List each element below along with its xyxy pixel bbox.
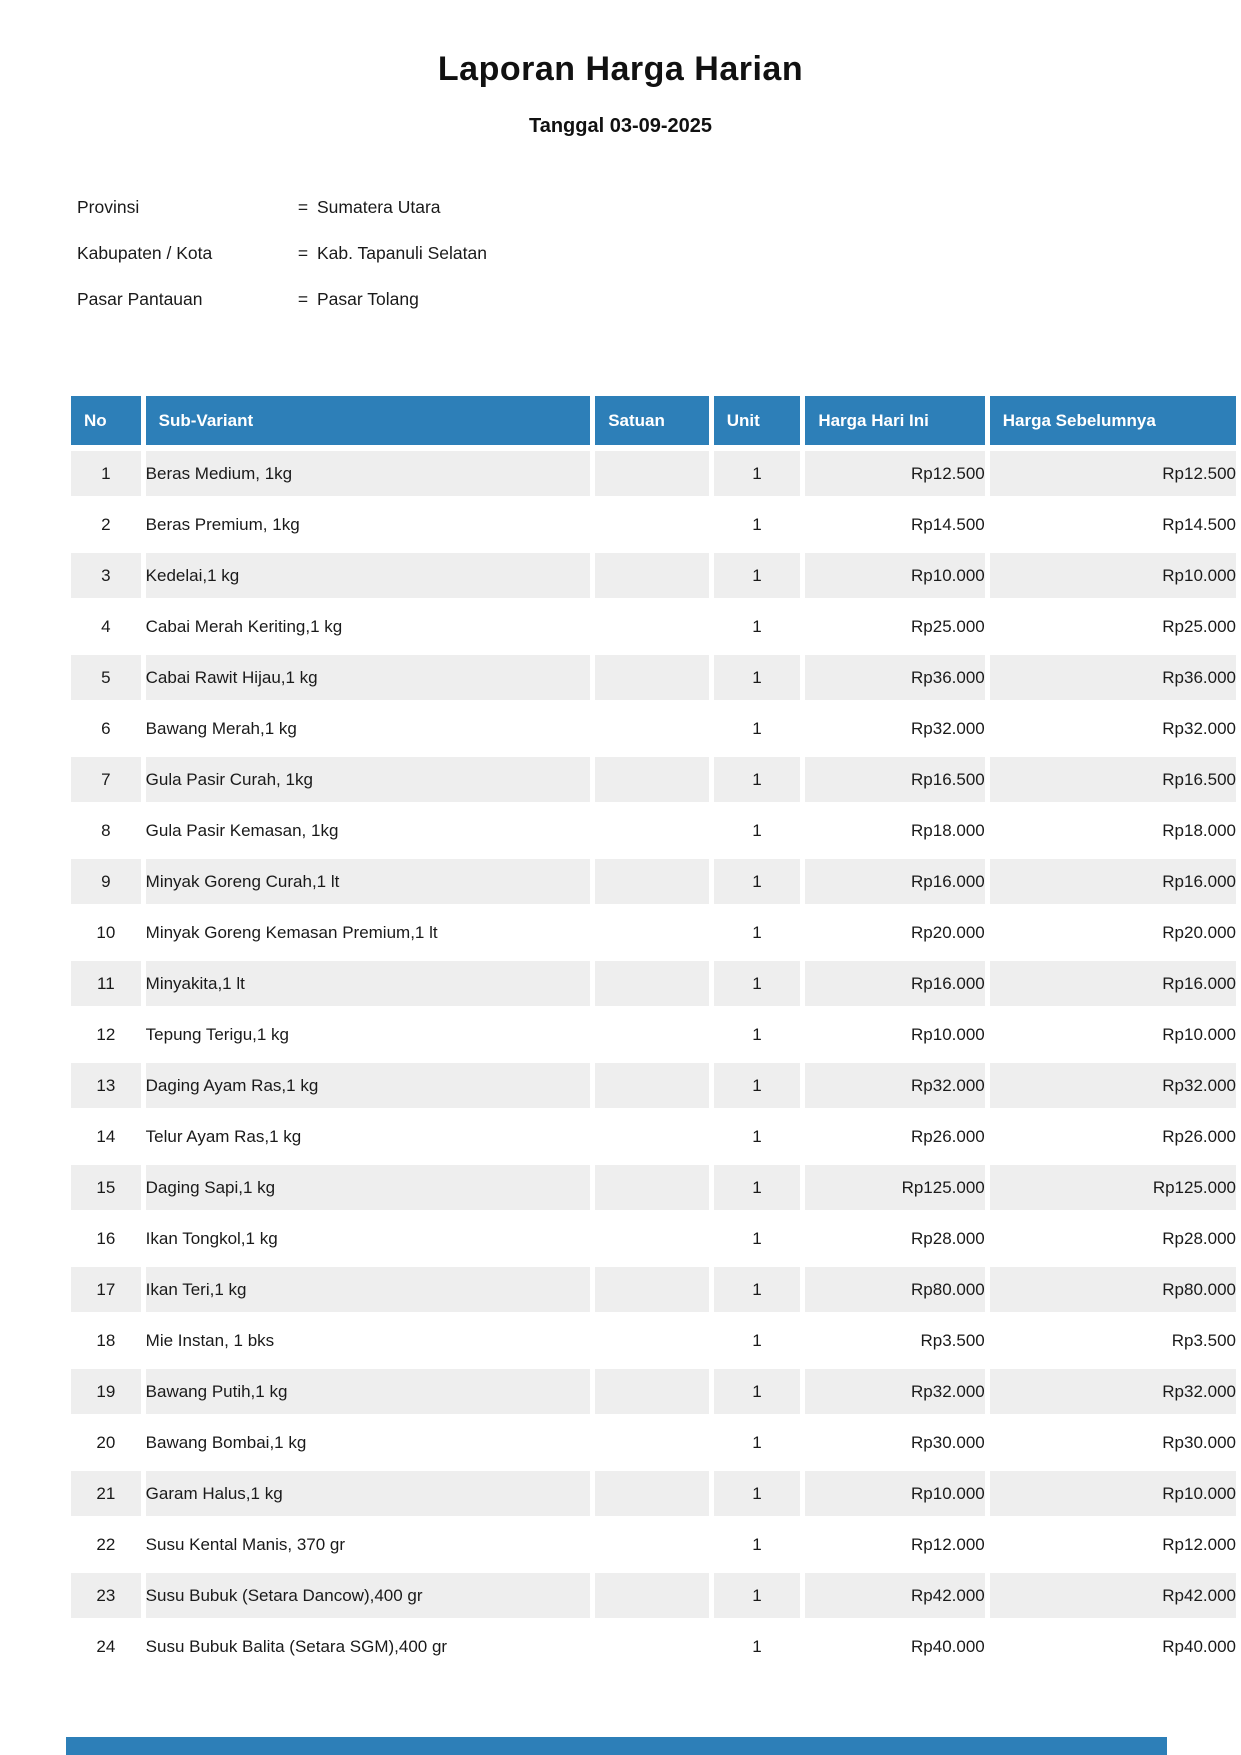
- cell-sub-variant: Bawang Bombai,1 kg: [146, 1420, 591, 1465]
- cell-harga-hari-ini: Rp18.000: [805, 808, 984, 853]
- cell-unit: 1: [714, 1420, 801, 1465]
- cell-harga-hari-ini: Rp32.000: [805, 1063, 984, 1108]
- info-row-provinsi: [77, 196, 487, 242]
- cell-satuan: [595, 1522, 709, 1567]
- cell-no: 6: [71, 706, 141, 751]
- cell-harga-sebelumnya: Rp36.000: [990, 655, 1236, 700]
- cell-sub-variant: Susu Bubuk Balita (Setara SGM),400 gr: [146, 1624, 591, 1669]
- cell-unit: 1: [714, 553, 801, 598]
- cell-satuan: [595, 502, 709, 547]
- cell-no: 17: [71, 1267, 141, 1312]
- cell-sub-variant: Minyakita,1 lt: [146, 961, 591, 1006]
- cell-harga-hari-ini: Rp25.000: [805, 604, 984, 649]
- cell-harga-sebelumnya: Rp26.000: [990, 1114, 1236, 1159]
- cell-satuan: [595, 1573, 709, 1618]
- cell-harga-hari-ini: Rp26.000: [805, 1114, 984, 1159]
- cell-harga-hari-ini: Rp125.000: [805, 1165, 984, 1210]
- cell-harga-sebelumnya: Rp30.000: [990, 1420, 1236, 1465]
- info-row-pasar-pantauan: [77, 288, 487, 334]
- table-row: [71, 1522, 1236, 1567]
- cell-harga-sebelumnya: Rp32.000: [990, 706, 1236, 751]
- cell-harga-sebelumnya: Rp80.000: [990, 1267, 1236, 1312]
- cell-harga-hari-ini: Rp42.000: [805, 1573, 984, 1618]
- cell-sub-variant: Daging Ayam Ras,1 kg: [146, 1063, 591, 1108]
- cell-sub-variant: Minyak Goreng Curah,1 lt: [146, 859, 591, 904]
- cell-unit: 1: [714, 910, 801, 955]
- table-row: [71, 655, 1236, 700]
- cell-no: 7: [71, 757, 141, 802]
- cell-satuan: [595, 1420, 709, 1465]
- cell-harga-sebelumnya: Rp16.000: [990, 859, 1236, 904]
- table-row: [71, 1420, 1236, 1465]
- table-row: [71, 1369, 1236, 1414]
- cell-harga-sebelumnya: Rp12.000: [990, 1522, 1236, 1567]
- table-row: [71, 757, 1236, 802]
- info-label-pasar-pantauan: Pasar Pantauan: [77, 289, 203, 309]
- cell-harga-hari-ini: Rp40.000: [805, 1624, 984, 1669]
- table-row: [71, 1267, 1236, 1312]
- cell-satuan: [595, 655, 709, 700]
- cell-no: 5: [71, 655, 141, 700]
- cell-harga-hari-ini: Rp16.000: [805, 859, 984, 904]
- cell-no: 1: [71, 451, 141, 496]
- equals-sign: =: [297, 243, 309, 263]
- cell-satuan: [595, 706, 709, 751]
- cell-satuan: [595, 1063, 709, 1108]
- cell-no: 10: [71, 910, 141, 955]
- cell-no: 2: [71, 502, 141, 547]
- column-header-sub-variant: Sub-Variant: [146, 396, 591, 445]
- table-row: [71, 1624, 1236, 1669]
- table-row: [71, 604, 1236, 649]
- cell-unit: 1: [714, 1216, 801, 1261]
- table-row: [71, 502, 1236, 547]
- column-header-satuan: Satuan: [595, 396, 709, 445]
- cell-satuan: [595, 859, 709, 904]
- report-info-block: [77, 196, 487, 334]
- cell-no: 12: [71, 1012, 141, 1057]
- cell-harga-hari-ini: Rp36.000: [805, 655, 984, 700]
- info-value-kabupaten-kota: Kab. Tapanuli Selatan: [317, 243, 487, 263]
- cell-harga-hari-ini: Rp10.000: [805, 1471, 984, 1516]
- cell-harga-sebelumnya: Rp40.000: [990, 1624, 1236, 1669]
- column-header-harga-sebelumnya: Harga Sebelumnya: [990, 396, 1236, 445]
- cell-unit: 1: [714, 655, 801, 700]
- cell-sub-variant: Beras Medium, 1kg: [146, 451, 591, 496]
- cell-no: 13: [71, 1063, 141, 1108]
- cell-unit: 1: [714, 1522, 801, 1567]
- cell-harga-sebelumnya: Rp42.000: [990, 1573, 1236, 1618]
- cell-harga-hari-ini: Rp28.000: [805, 1216, 984, 1261]
- cell-unit: 1: [714, 451, 801, 496]
- cell-unit: 1: [714, 604, 801, 649]
- cell-unit: 1: [714, 1624, 801, 1669]
- cell-satuan: [595, 1012, 709, 1057]
- cell-unit: 1: [714, 808, 801, 853]
- cell-unit: 1: [714, 757, 801, 802]
- info-row-kabupaten-kota: [77, 242, 487, 288]
- cell-no: 14: [71, 1114, 141, 1159]
- cell-harga-hari-ini: Rp12.000: [805, 1522, 984, 1567]
- cell-satuan: [595, 757, 709, 802]
- table-row: [71, 1012, 1236, 1057]
- cell-sub-variant: Garam Halus,1 kg: [146, 1471, 591, 1516]
- cell-harga-hari-ini: Rp80.000: [805, 1267, 984, 1312]
- cell-harga-sebelumnya: Rp16.000: [990, 961, 1236, 1006]
- cell-harga-sebelumnya: Rp20.000: [990, 910, 1236, 955]
- cell-harga-hari-ini: Rp12.500: [805, 451, 984, 496]
- info-value-provinsi: Sumatera Utara: [317, 197, 441, 217]
- cell-satuan: [595, 1471, 709, 1516]
- table-row: [71, 1216, 1236, 1261]
- cell-sub-variant: Telur Ayam Ras,1 kg: [146, 1114, 591, 1159]
- cell-harga-sebelumnya: Rp3.500: [990, 1318, 1236, 1363]
- cell-harga-hari-ini: Rp30.000: [805, 1420, 984, 1465]
- cell-harga-hari-ini: Rp32.000: [805, 1369, 984, 1414]
- cell-harga-sebelumnya: Rp14.500: [990, 502, 1236, 547]
- table-row: [71, 553, 1236, 598]
- table-row: [71, 706, 1236, 751]
- table-row: [71, 1318, 1236, 1363]
- cell-unit: 1: [714, 1114, 801, 1159]
- cell-no: 24: [71, 1624, 141, 1669]
- cell-satuan: [595, 604, 709, 649]
- cell-no: 21: [71, 1471, 141, 1516]
- cell-harga-hari-ini: Rp3.500: [805, 1318, 984, 1363]
- cell-unit: 1: [714, 1063, 801, 1108]
- cell-sub-variant: Gula Pasir Curah, 1kg: [146, 757, 591, 802]
- cell-unit: 1: [714, 859, 801, 904]
- cell-harga-sebelumnya: Rp10.000: [990, 1471, 1236, 1516]
- cell-no: 9: [71, 859, 141, 904]
- cell-satuan: [595, 1369, 709, 1414]
- cell-unit: 1: [714, 961, 801, 1006]
- cell-harga-hari-ini: Rp14.500: [805, 502, 984, 547]
- table-row: [71, 808, 1236, 853]
- cell-satuan: [595, 910, 709, 955]
- cell-unit: 1: [714, 1471, 801, 1516]
- table-row: [71, 859, 1236, 904]
- column-header-unit: Unit: [714, 396, 801, 445]
- cell-satuan: [595, 808, 709, 853]
- cell-sub-variant: Cabai Merah Keriting,1 kg: [146, 604, 591, 649]
- cell-harga-sebelumnya: Rp10.000: [990, 1012, 1236, 1057]
- info-label-provinsi: Provinsi: [77, 197, 140, 217]
- cell-satuan: [595, 1114, 709, 1159]
- cell-harga-sebelumnya: Rp32.000: [990, 1063, 1236, 1108]
- cell-no: 20: [71, 1420, 141, 1465]
- cell-satuan: [595, 1624, 709, 1669]
- cell-sub-variant: Tepung Terigu,1 kg: [146, 1012, 591, 1057]
- cell-satuan: [595, 1318, 709, 1363]
- next-page-header-bar-clipped: [66, 1737, 1167, 1755]
- cell-harga-sebelumnya: Rp12.500: [990, 451, 1236, 496]
- cell-harga-sebelumnya: Rp125.000: [990, 1165, 1236, 1210]
- cell-no: 19: [71, 1369, 141, 1414]
- cell-unit: 1: [714, 1165, 801, 1210]
- info-value-pasar-pantauan: Pasar Tolang: [317, 289, 419, 309]
- cell-unit: 1: [714, 1012, 801, 1057]
- cell-no: 15: [71, 1165, 141, 1210]
- cell-no: 11: [71, 961, 141, 1006]
- price-table-header-row: [71, 396, 1236, 445]
- cell-sub-variant: Ikan Teri,1 kg: [146, 1267, 591, 1312]
- cell-unit: 1: [714, 1573, 801, 1618]
- cell-sub-variant: Bawang Merah,1 kg: [146, 706, 591, 751]
- cell-sub-variant: Susu Kental Manis, 370 gr: [146, 1522, 591, 1567]
- table-row: [71, 451, 1236, 496]
- table-row: [71, 961, 1236, 1006]
- cell-no: 18: [71, 1318, 141, 1363]
- cell-no: 3: [71, 553, 141, 598]
- cell-sub-variant: Beras Premium, 1kg: [146, 502, 591, 547]
- cell-sub-variant: Daging Sapi,1 kg: [146, 1165, 591, 1210]
- cell-sub-variant: Bawang Putih,1 kg: [146, 1369, 591, 1414]
- cell-satuan: [595, 451, 709, 496]
- table-row: [71, 1114, 1236, 1159]
- cell-sub-variant: Gula Pasir Kemasan, 1kg: [146, 808, 591, 853]
- table-row: [71, 910, 1236, 955]
- cell-harga-sebelumnya: Rp18.000: [990, 808, 1236, 853]
- cell-harga-hari-ini: Rp16.500: [805, 757, 984, 802]
- cell-harga-hari-ini: Rp16.000: [805, 961, 984, 1006]
- cell-satuan: [595, 1165, 709, 1210]
- cell-satuan: [595, 553, 709, 598]
- cell-no: 22: [71, 1522, 141, 1567]
- cell-harga-sebelumnya: Rp28.000: [990, 1216, 1236, 1261]
- cell-harga-hari-ini: Rp10.000: [805, 553, 984, 598]
- cell-sub-variant: Mie Instan, 1 bks: [146, 1318, 591, 1363]
- cell-satuan: [595, 1216, 709, 1261]
- equals-sign: =: [297, 197, 309, 217]
- cell-satuan: [595, 961, 709, 1006]
- cell-unit: 1: [714, 706, 801, 751]
- table-row: [71, 1573, 1236, 1618]
- cell-harga-sebelumnya: Rp32.000: [990, 1369, 1236, 1414]
- cell-unit: 1: [714, 502, 801, 547]
- cell-sub-variant: Cabai Rawit Hijau,1 kg: [146, 655, 591, 700]
- cell-harga-sebelumnya: Rp25.000: [990, 604, 1236, 649]
- cell-sub-variant: Ikan Tongkol,1 kg: [146, 1216, 591, 1261]
- column-header-no: No: [71, 396, 141, 445]
- table-row: [71, 1063, 1236, 1108]
- cell-harga-hari-ini: Rp20.000: [805, 910, 984, 955]
- cell-sub-variant: Kedelai,1 kg: [146, 553, 591, 598]
- cell-sub-variant: Minyak Goreng Kemasan Premium,1 lt: [146, 910, 591, 955]
- price-table: [66, 390, 1241, 1675]
- cell-sub-variant: Susu Bubuk (Setara Dancow),400 gr: [146, 1573, 591, 1618]
- cell-no: 16: [71, 1216, 141, 1261]
- cell-no: 8: [71, 808, 141, 853]
- cell-no: 4: [71, 604, 141, 649]
- cell-no: 23: [71, 1573, 141, 1618]
- column-header-harga-hari-ini: Harga Hari Ini: [805, 396, 984, 445]
- report-date: Tanggal 03-09-2025: [528, 115, 713, 137]
- cell-harga-hari-ini: Rp32.000: [805, 706, 984, 751]
- cell-unit: 1: [714, 1318, 801, 1363]
- info-label-kabupaten-kota: Kabupaten / Kota: [77, 243, 213, 263]
- cell-satuan: [595, 1267, 709, 1312]
- price-table-body: [71, 451, 1236, 1669]
- cell-harga-sebelumnya: Rp16.500: [990, 757, 1236, 802]
- cell-unit: 1: [714, 1267, 801, 1312]
- page-title: Laporan Harga Harian: [437, 50, 804, 88]
- table-row: [71, 1471, 1236, 1516]
- table-row: [71, 1165, 1236, 1210]
- cell-unit: 1: [714, 1369, 801, 1414]
- cell-harga-hari-ini: Rp10.000: [805, 1012, 984, 1057]
- cell-harga-sebelumnya: Rp10.000: [990, 553, 1236, 598]
- equals-sign: =: [297, 289, 309, 309]
